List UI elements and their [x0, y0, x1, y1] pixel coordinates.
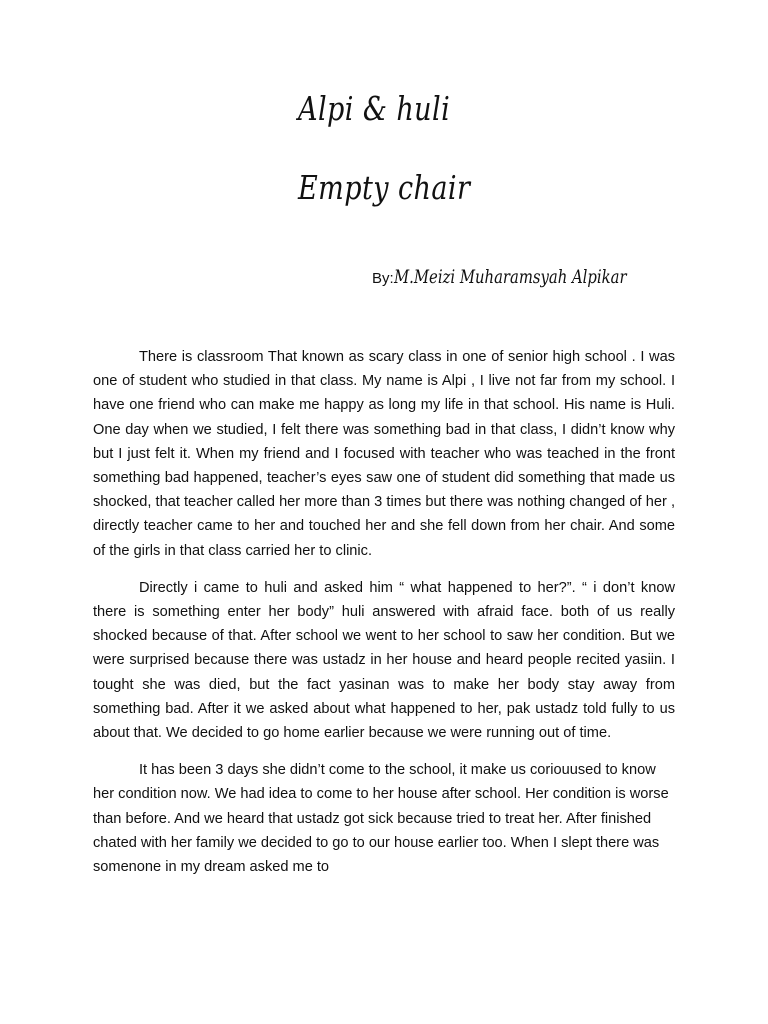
title-wrap-2 — [298, 168, 508, 207]
paragraph: It has been 3 days she didn’t come to the school, it make us coriouused to know her condition now. We had idea to come to her house after school. Her condition is worse than before. And we heard that ustadz got sick because tried to treat her. After finished chated with her family we decided to go to our house earlier too. When I slept there was somenone in my dream asked me to — [93, 762, 669, 876]
paragraph: There is classroom That known as scary class in one of senior high school . I was one of student who studied in that class. My name is Alpi , I live not far from my school. I have one friend who can make me happy as long my life in that school. His name is Huli. One day when we studied, I felt there was something bad in that class, I didn’t know why but I just felt it. When my friend and I focused with teacher who was teached in the front something bad happened, teacher’s eyes saw one of student did something that made us shocked, that teacher called her more than 3 times but there was nothing changed of her , directly teacher came to her and touched her and she fell down from her chair. And some of the girls in that class carried her to clinic. — [93, 349, 675, 559]
byline-author: M.Meizi Muharamsyah Alpikar — [393, 266, 627, 288]
byline — [372, 266, 692, 288]
story-title: Alpi & huli — [298, 89, 451, 128]
title-wrap-1 — [298, 89, 484, 128]
story-subtitle: Empty chair — [298, 168, 471, 207]
story-body — [93, 345, 675, 892]
paragraph: Directly i came to huli and asked him “ what happened to her?”. “ i don’t know there is something enter her body” huli answered with afraid face. both of us really shocked because of that. After school we went to her school to saw her condition. But we were surprised because there was ustadz in her house and heard people recited yasiin. I tought she was died, but the fact yasinan was to make her body stay away from something bad. After it we asked about what happened to her, pak ustadz told fully to us about that. We decided to go home earlier because we were running out of time. — [93, 579, 675, 742]
byline-label: By: — [372, 270, 394, 287]
